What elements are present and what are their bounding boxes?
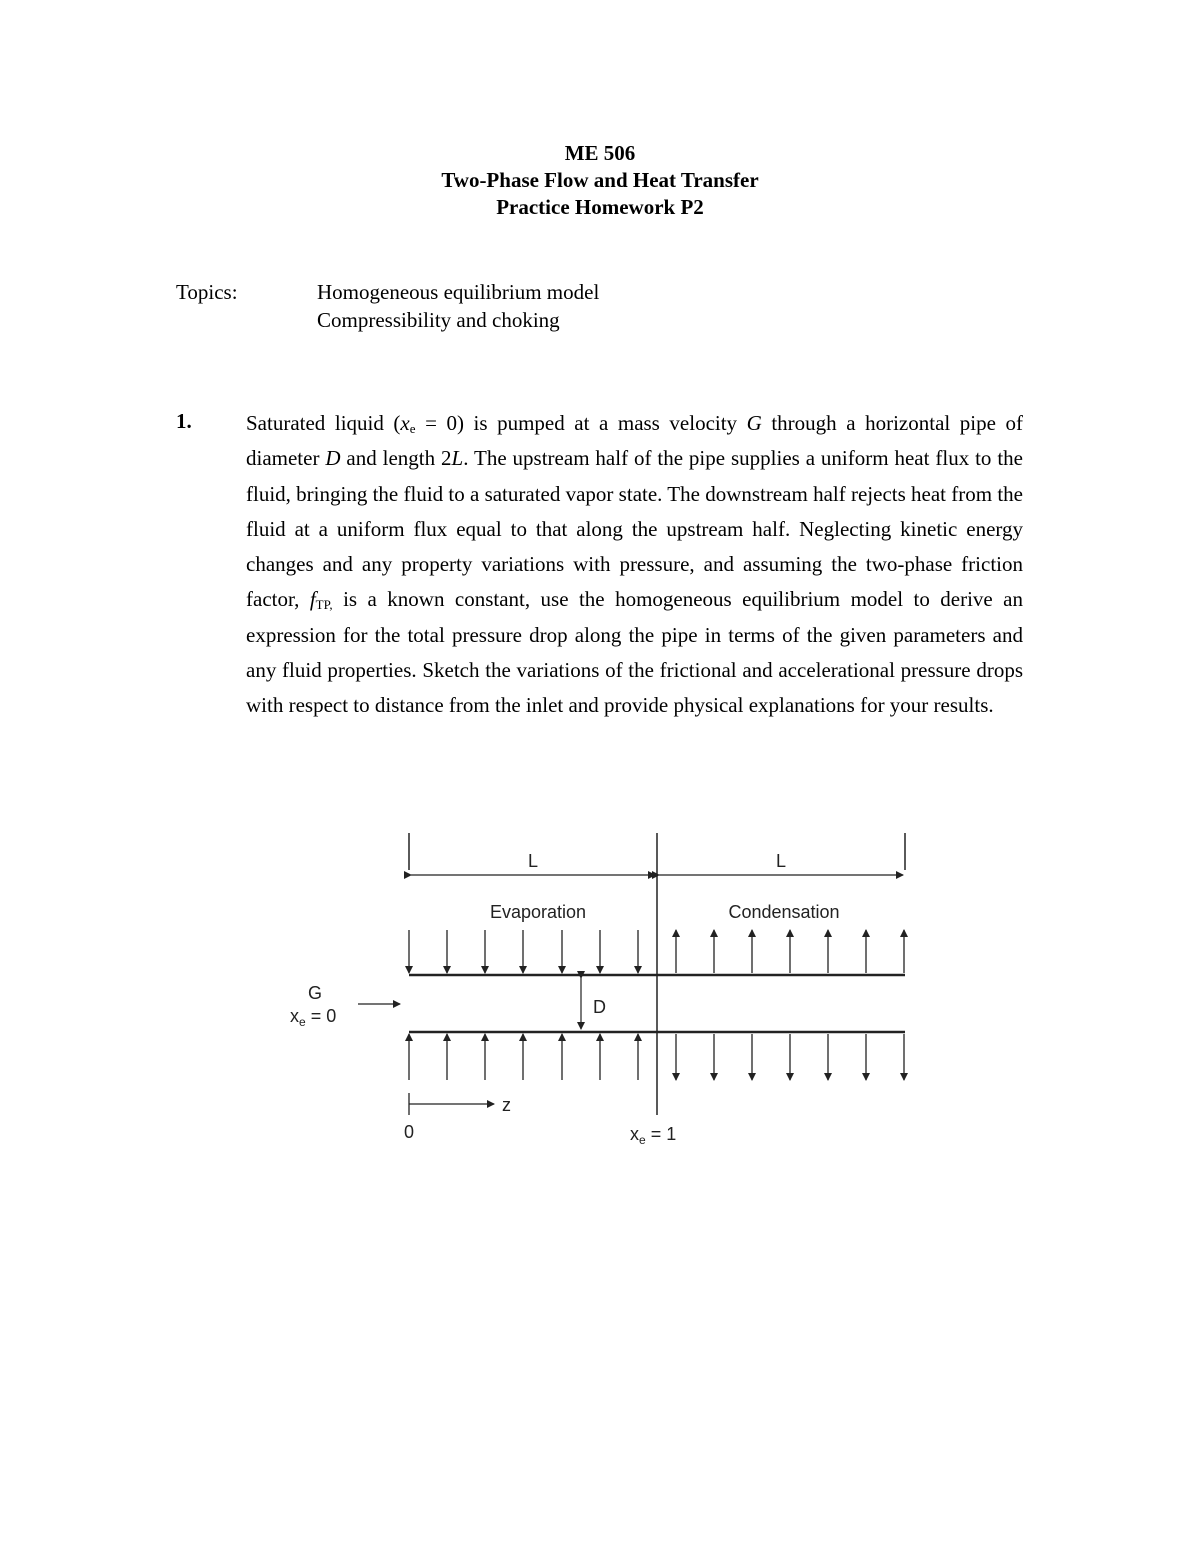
text-segment: is a known constant, use the homogeneous equilibrium model to derive an expression for the total pressure drop along the pipe in terms of the given parameters and any fluid properties. Sketch the variations of the frictional and accelerational pressure drops with respect to distance from the inlet and provide physical explanations for your results.	[246, 587, 1023, 718]
origin-label: 0	[403, 1122, 415, 1142]
exit-quality-label: $x_e = 1$	[630, 1124, 677, 1147]
diameter-label: D	[593, 997, 606, 1017]
var-G: G	[746, 411, 762, 435]
var-L: L	[451, 446, 464, 471]
var-xe: x	[400, 411, 410, 435]
topics-label: Topics:	[176, 280, 238, 304]
text-segment: and length 2	[340, 446, 452, 471]
var-D: D	[325, 446, 341, 471]
text-segment: = 0) is pumped at a mass velocity	[415, 411, 747, 435]
mass-velocity-label: G	[307, 983, 323, 1003]
z-axis-label: z	[502, 1095, 511, 1115]
topic-item: Compressibility and choking	[317, 308, 560, 332]
document-header	[0, 140, 1200, 221]
heat-in-arrows-top	[409, 930, 638, 973]
course-title: Two-Phase Flow and Heat Transfer	[441, 168, 759, 192]
var-f-subscript: TP,	[315, 597, 333, 613]
heat-out-arrows-bottom	[676, 1034, 904, 1080]
condensation-label: Condensation	[728, 902, 840, 922]
text-segment: through a horizontal pipe of diameter	[246, 411, 1023, 471]
topic-item: Homogeneous equilibrium model	[317, 280, 600, 304]
heat-out-arrows-top	[676, 930, 904, 973]
evaporation-label: Evaporation	[489, 902, 587, 922]
pipe-diagram-svg	[280, 825, 920, 1155]
inlet-quality-label: $x_e = 0$	[290, 1006, 337, 1029]
assignment-title: Practice Homework P2	[496, 195, 704, 219]
length-label-right: L	[775, 851, 787, 871]
text-segment: . The upstream half of the pipe supplies a uniform heat flux to the fluid, bringing the fluid to a saturated vapor state. The downstream half rejects heat from the fluid at a uniform flux equal to that along the upstream half. Neglecting kinetic energy changes and any property variations with pressure, and assuming the two-phase friction factor,	[246, 446, 1023, 612]
problem-number: 1.	[176, 409, 192, 433]
problem-statement	[246, 406, 1023, 724]
course-code: ME 506	[564, 141, 636, 165]
pipe-diagram	[280, 825, 920, 1155]
heat-in-arrows-bottom	[409, 1034, 638, 1080]
var-f: f	[309, 587, 316, 612]
var-xe-subscript: e	[409, 421, 416, 436]
length-label-left: L	[527, 851, 539, 871]
text-segment: Saturated liquid (	[246, 411, 401, 435]
topics-list	[317, 278, 599, 334]
